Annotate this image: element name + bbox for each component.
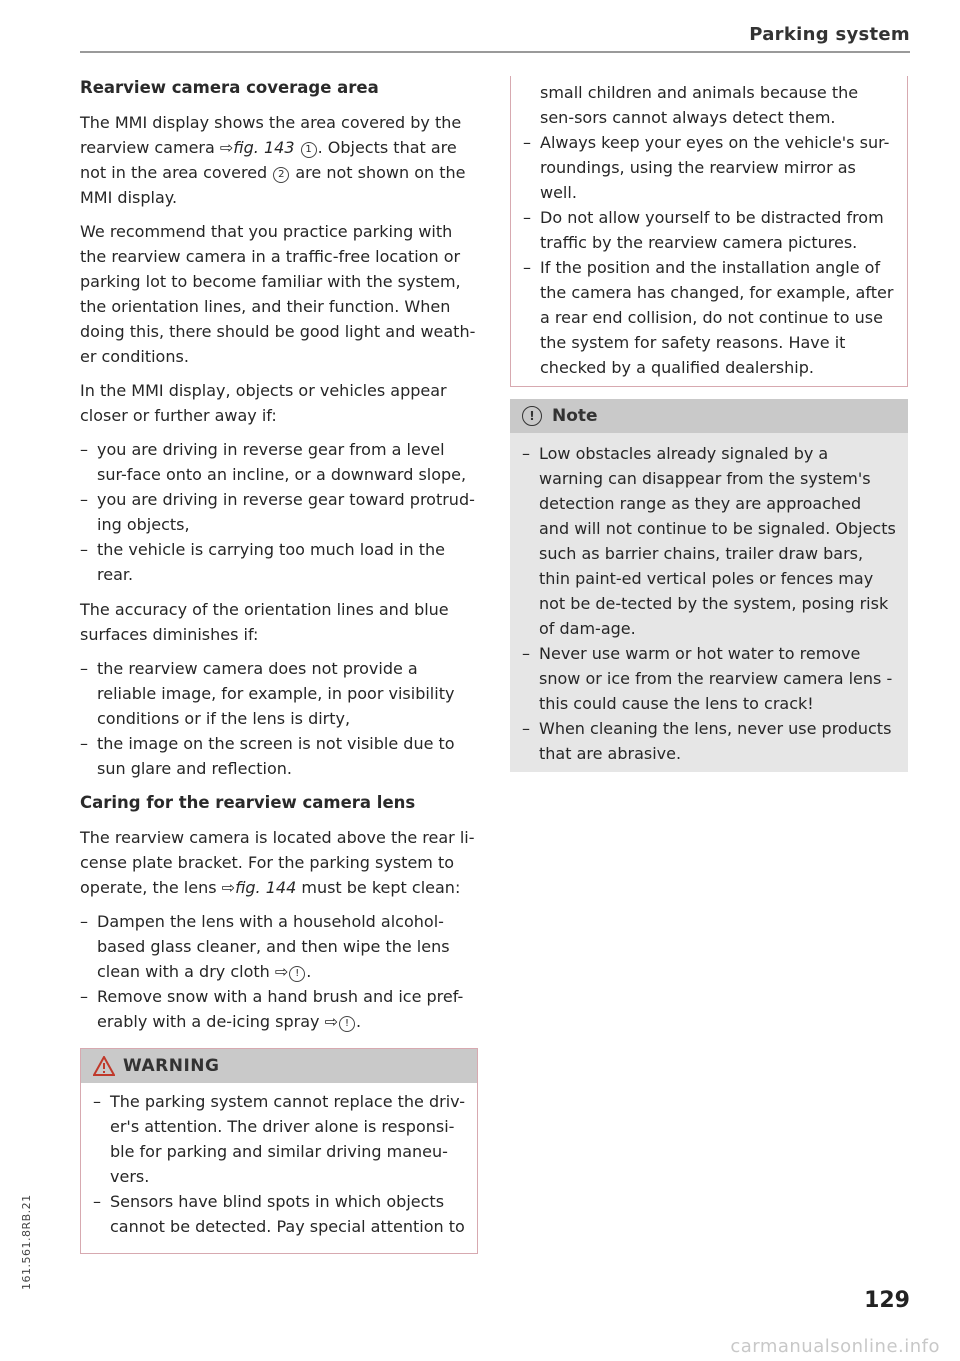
paragraph-coverage-intro [80,110,478,210]
paragraph-lens-location [80,825,478,900]
list-item: – The parking system cannot replace the driv-er's attention. The driver alone is responsi-ble for parking and similar driving maneu-vers. [93,1089,465,1189]
text-span: Dampen the lens with a household alcohol-based glass cleaner, and then wipe the lens clean with a dry cloth [97,912,450,981]
list-item: – Never use warm or hot water to remove snow or ice from the rearview camera lens - this could cause the lens to crack! [522,641,896,716]
note-header [510,399,908,433]
caution-ref-icon[interactable]: ! [339,1016,355,1032]
callout-1-icon: 1 [301,142,317,158]
page-number: 129 [864,1288,910,1313]
warning-label: WARNING [123,1056,220,1076]
info-circle-icon: ! [522,406,542,426]
note-list [522,441,896,766]
list-item: – Do not allow yourself to be distracted from traffic by the rearview camera pictures. [523,205,895,255]
warning-list-continued [523,130,895,380]
arrow-icon: ⇨ [219,138,234,157]
warning-continued-text: small children and animals because the sen-sors cannot always detect them. [540,83,859,127]
warning-triangle-icon [93,1056,115,1076]
arrow-icon: ⇨ [324,1012,338,1031]
text-span: . Objects that are not in the area covered [80,138,457,182]
list-appear-closer [80,437,478,587]
list-item: – the image on the screen is not visible due to sun glare and reflection. [80,731,478,781]
warning-list [93,1089,465,1239]
list-item: – Low obstacles already signaled by a warning can disappear from the system's detection range as they are approached and will not continue to be signaled. Objects such as barrier chains, trailer draw bars, thin paint-ed vertical poles or fences may not be de-tected by the system, posing risk of dam-age. [522,441,896,641]
paragraph-appear-closer: In the MMI display, objects or vehicles appear closer or further away if: [80,381,447,425]
text-span: The rearview camera is located above the rear li-cense plate bracket. For the parking system to operate, the lens [80,828,475,897]
paragraph-practice: We recommend that you practice parking with the rearview camera in a traffic-free location or parking lot to become familiar with the system, the orientation lines, and their function. When doing this, there should be good light and weath-er conditions. [80,222,476,366]
list-item: – Sensors have blind spots in which objects cannot be detected. Pay special attention to [93,1189,465,1239]
text-span: must be kept clean: [296,878,461,897]
list-cleaning-steps [80,909,478,1034]
figure-ref-143[interactable]: fig. 143 [233,138,295,157]
list-item [80,909,478,984]
running-header-title: Parking system [749,24,910,45]
list-item: – Always keep your eyes on the vehicle's sur-roundings, using the rearview mirror as well. [523,130,895,205]
list-item: – the vehicle is carrying too much load in the rear. [80,537,478,587]
left-column [80,76,478,1254]
arrow-icon: ⇨ [274,962,289,981]
header-divider [80,51,910,53]
warning-continued-box [510,76,908,387]
note-body [510,433,908,772]
text-span: . [306,962,312,981]
list-accuracy [80,656,478,781]
paragraph-accuracy: The accuracy of the orientation lines and blue surfaces diminishes if: [80,600,449,644]
note-box [510,399,908,772]
warning-body [81,1083,477,1253]
list-item: – you are driving in reverse gear toward protrud-ing objects, [80,487,478,537]
figure-ref-144[interactable]: fig. 144 [235,878,297,897]
right-column [510,76,908,772]
list-item [80,984,478,1034]
list-item: – the rearview camera does not provide a reliable image, for example, in poor visibility conditions or if the lens is dirty, [80,656,478,731]
document-code: 161.561.8RB.21 [20,1194,33,1290]
warning-box [80,1048,478,1254]
caution-ref-icon[interactable]: ! [289,966,305,982]
section-heading-caring: Caring for the rearview camera lens [80,793,416,812]
callout-2-icon: 2 [273,167,289,183]
text-span: Remove snow with a hand brush and ice pref-erably with a de-icing spray [97,987,464,1031]
warning-header [81,1049,477,1083]
arrow-icon: ⇨ [221,878,236,897]
list-item: – When cleaning the lens, never use products that are abrasive. [522,716,896,766]
text-span: . [355,1012,362,1031]
text-span: are not shown on the MMI display. [80,163,466,207]
section-heading-coverage: Rearview camera coverage area [80,78,379,97]
list-item: – If the position and the installation angle of the camera has changed, for example, after a rear end collision, do not continue to use the system for safety reasons. Have it checked by a qualified dealership. [523,255,895,380]
list-item: – you are driving in reverse gear from a level sur-face onto an incline, or a downward slope, [80,437,478,487]
text-span: The MMI display shows the area covered by the rearview camera [80,113,462,157]
note-label: Note [552,406,598,426]
watermark: carmanualsonline.info [730,1336,940,1357]
